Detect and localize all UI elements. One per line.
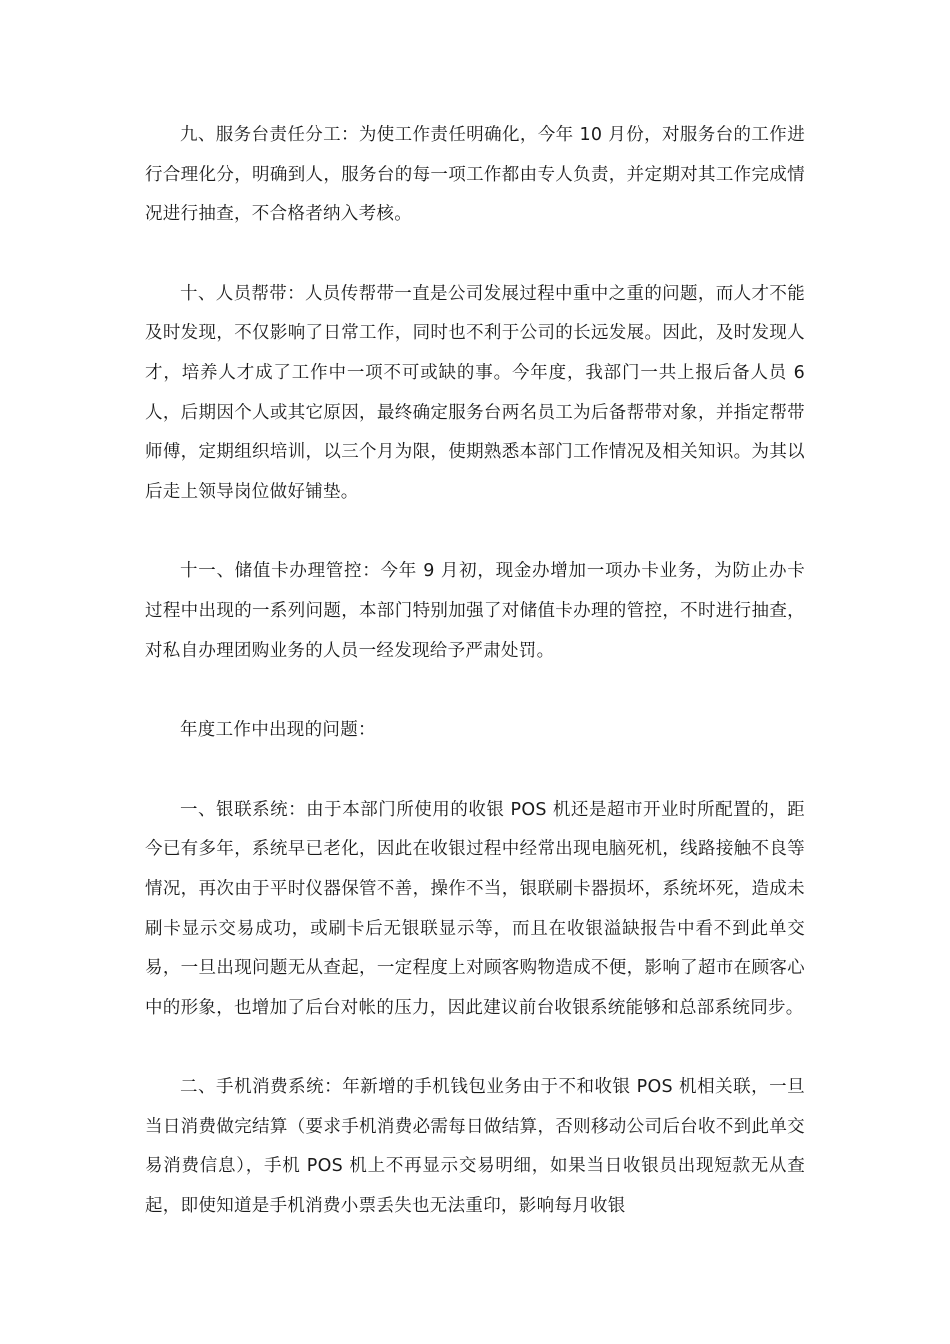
paragraph-staff-mentoring: 十、人员帮带：人员传帮带一直是公司发展过程中重中之重的问题，而人才不能及时发现，不仅影响了日常工作，同时也不利于公司的长远发展。因此，及时发现人才，培养人才成了工作中一项不可或缺的事。今年度，我部门一共上报后备人员 6 人，后期因个人或其它原因，最终确定服务台两名员工为后备帮带对象，并指定帮带师傅，定期组织培训，以三个月为限，使期熟悉本部门工作情况及相关知识。为其以后走上领导岗位做好铺垫。 [145, 283, 805, 502]
section-heading-annual-problems: 年度工作中出现的问题： [180, 720, 376, 741]
paragraph-mobile-payment-system: 二、手机消费系统：年新增的手机钱包业务由于不和收银 POS 机相关联，一旦当日消费做完结算（要求手机消费必需每日做结算，否则移动公司后台收不到此单交易消费信息），手机 POS 机上不再显示交易明细，如果当日收银员出现短款无从查起，即使知道是手机消费小票丢失也无法重印，影响每月收银 [145, 1077, 805, 1217]
paragraph-stored-value-card-control: 十一、储值卡办理管控：今年 9 月初，现金办增加一项办卡业务，为防止办卡过程中出现的一系列问题，本部门特别加强了对储值卡办理的管控，不时进行抽查，对私自办理团购业务的人员一经发现给予严肃处罚。 [145, 561, 805, 661]
paragraph-service-desk-duties: 九、服务台责任分工：为使工作责任明确化，今年 10 月份，对服务台的工作进行合理化分，明确到人，服务台的每一项工作都由专人负责，并定期对其工作完成情况进行抽查，不合格者纳入考核。 [145, 125, 805, 225]
paragraph-unionpay-system: 一、银联系统：由于本部门所使用的收银 POS 机还是超市开业时所配置的，距今已有多年，系统早已老化，因此在收银过程中经常出现电脑死机，线路接触不良等情况，再次由于平时仪器保管不善，操作不当，银联刷卡器损坏，系统坏死，造成未刷卡显示交易成功，或刷卡后无银联显示等，而且在收银溢缺报告中看不到此单交易，一旦出现问题无从查起，一定程度上对顾客购物造成不便，影响了超市在顾客心中的形象，也增加了后台对帐的压力，因此建议前台收银系统能够和总部系统同步。 [145, 799, 805, 1018]
document-body [145, 116, 805, 1267]
